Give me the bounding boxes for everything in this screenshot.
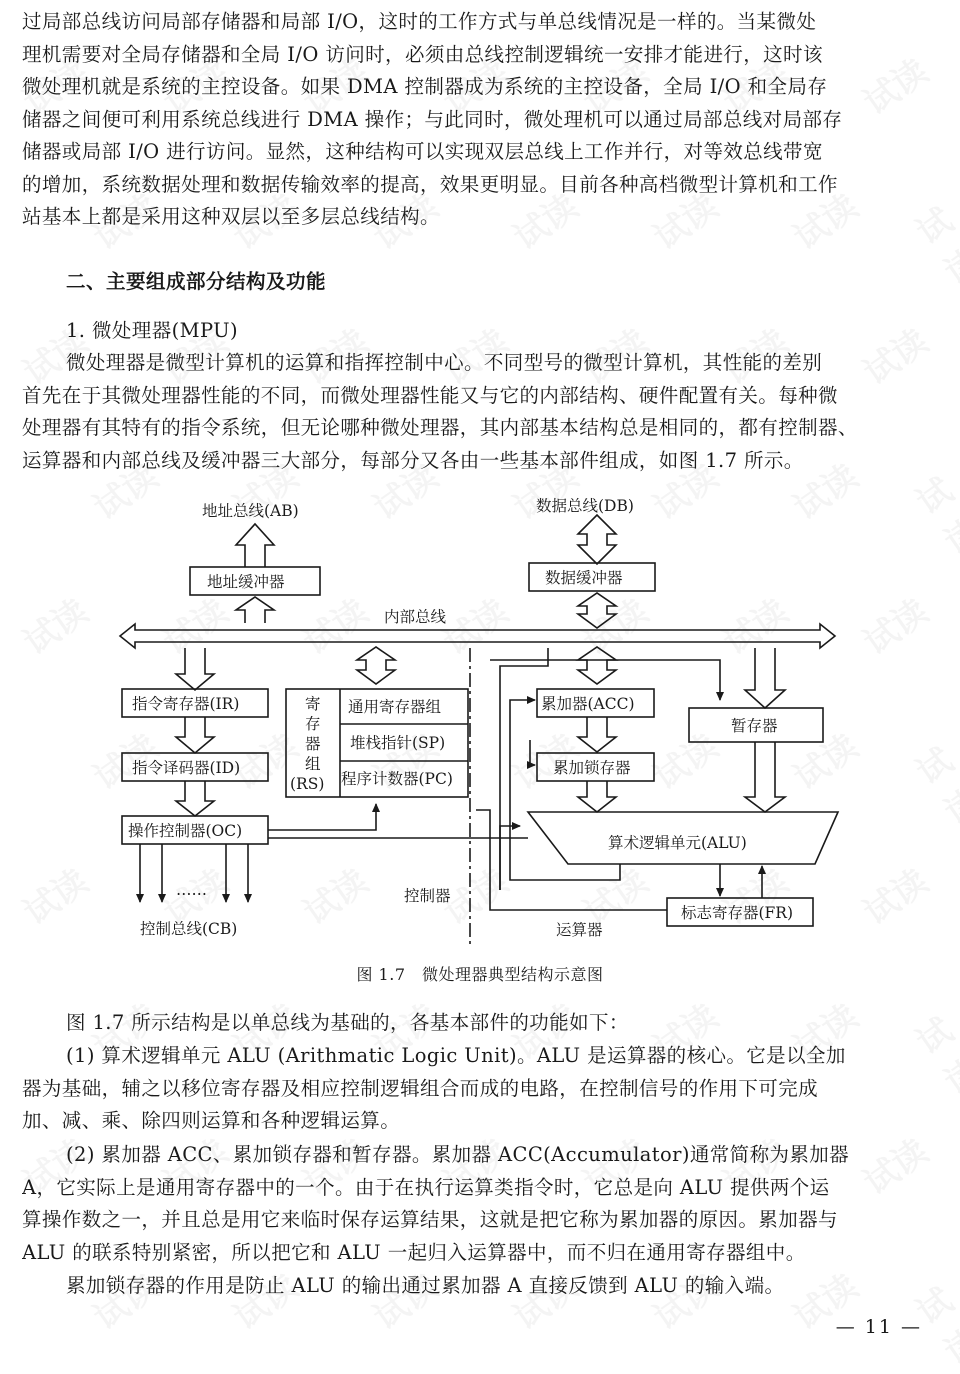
mpu-structure-diagram bbox=[0, 480, 960, 960]
program-counter-label: 程序计数器(PC) bbox=[341, 770, 453, 788]
rs-char: 器 bbox=[305, 735, 321, 753]
paragraph-mpu-intro bbox=[22, 347, 938, 477]
text-line: 加、减、乘、除四则运算和各种逻辑运算。 bbox=[22, 1109, 401, 1132]
alu-feedback-line-3 bbox=[530, 740, 535, 765]
text-line: 运算器和内部总线及缓冲器三大部分，每部分又各由一些基本部件组成，如图 1.7 所示。 bbox=[22, 448, 804, 472]
ellipsis-label: …… bbox=[176, 881, 207, 899]
acc-to-latch-arrow bbox=[578, 717, 616, 752]
temp-register-label: 暂存器 bbox=[731, 717, 778, 735]
acc-bus-arrow bbox=[578, 647, 616, 684]
text-line: 的增加，系统数据处理和数据传输效率的提高，效果更明显。目前各种高档微型计算机和工作 bbox=[22, 172, 838, 196]
paragraph-accumulator bbox=[22, 1139, 938, 1269]
text-line: 储器之间便可利用系统总线进行 DMA 操作；与此同时，微处理机可以通过局部总线对局部存 bbox=[22, 107, 843, 131]
text-line: (1) 算术逻辑单元 ALU (Arithmatic Logic Unit)。ALU 是运算器的核心。它是以全加 bbox=[66, 1044, 846, 1067]
text-line: 站基本上都是采用这种双层以至多层总线结构。 bbox=[22, 205, 440, 228]
text-line: 算操作数之一，并且总是用它来临时保存运算结果，这就是把它称为累加器的原因。累加器与 bbox=[22, 1208, 838, 1231]
flag-register-label: 标志寄存器(FR) bbox=[681, 904, 794, 922]
text-line: (2) 累加器 ACC、累加锁存器和暂存器。累加器 ACC(Accumulator)通常简称为累加器 bbox=[66, 1143, 850, 1166]
text-line: 过局部总线访问局部存储器和局部 I/O，这时的工作方式与单总线情况是一样的。当某微处 bbox=[22, 10, 817, 33]
text-line: 储器或局部 I/O 进行访问。显然，这种结构可以实现双层总线上工作并行，对等效总线带宽 bbox=[22, 140, 823, 163]
ir-label: 指令寄存器(IR) bbox=[132, 695, 240, 713]
temp-register-arrow bbox=[745, 648, 785, 708]
alu-feedback-line-1 bbox=[510, 700, 620, 880]
arithmetic-unit-label: 运算器 bbox=[556, 921, 603, 939]
text-line: 图 1.7 所示结构是以单总线为基础的，各基本部件的功能如下： bbox=[66, 1011, 629, 1034]
text-line: 微处理器是微型计算机的运算和指挥控制中心。不同型号的微型计算机，其性能的差别 bbox=[66, 351, 823, 374]
internal-bus-label: 内部总线 bbox=[384, 608, 447, 626]
temp-to-alu-arrow bbox=[745, 742, 785, 812]
text-line: ALU 的联系特别紧密，所以把它和 ALU 一起归入运算器中，而不归在通用寄存器组中。 bbox=[22, 1240, 806, 1264]
address-buffer-label: 地址缓冲器 bbox=[207, 573, 285, 591]
address-buffer-link-arrow bbox=[236, 597, 274, 623]
address-bus-arrow bbox=[236, 524, 274, 567]
text-line: 处理器有其特有的指令系统，但无论哪种微处理器，其内部基本结构总是相同的，都有控制器、 bbox=[22, 416, 858, 439]
section-heading: 二、主要组成部分结构及功能 bbox=[66, 270, 327, 293]
controller-label: 控制器 bbox=[404, 887, 451, 905]
paragraph-acc-latch bbox=[22, 1270, 938, 1303]
paragraph-alu bbox=[22, 1040, 938, 1138]
paragraph-components-intro bbox=[22, 1007, 938, 1040]
rs-char: 存 bbox=[305, 715, 321, 733]
stack-pointer-label: 堆栈指针(SP) bbox=[350, 734, 446, 752]
control-bus-label: 控制总线(CB) bbox=[140, 920, 238, 938]
oc-label: 操作控制器(OC) bbox=[128, 822, 243, 840]
acc-label: 累加器(ACC) bbox=[541, 695, 635, 713]
acc-latch-label: 累加锁存器 bbox=[553, 759, 631, 777]
latch-to-alu-arrow bbox=[578, 781, 616, 812]
figure-caption: 图 1.7 微处理器典型结构示意图 bbox=[356, 965, 604, 984]
internal-bus-arrow bbox=[120, 624, 835, 648]
ir-input-arrow bbox=[176, 648, 214, 690]
id-label: 指令译码器(ID) bbox=[132, 759, 241, 777]
ir-to-id-arrow bbox=[176, 717, 214, 753]
address-bus-label: 地址总线(AB) bbox=[202, 502, 299, 520]
data-bus-label: 数据总线(DB) bbox=[536, 497, 634, 515]
text-line: 首先在于其微处理器性能的不同，而微处理器性能又与它的内部结构、硬件配置有关。每种微 bbox=[22, 383, 838, 407]
general-registers-label: 通用寄存器组 bbox=[348, 698, 442, 716]
text-line: 器为基础，辅之以移位寄存器及相应控制逻辑组合而成的电路，在控制信号的作用下可完成 bbox=[22, 1076, 819, 1100]
oc-to-rs-line bbox=[268, 804, 376, 830]
data-buffer-label: 数据缓冲器 bbox=[545, 569, 623, 587]
page-number: — 11 — bbox=[835, 1316, 922, 1338]
data-buffer-link-arrow bbox=[578, 593, 616, 628]
rs-char: 寄 bbox=[305, 695, 321, 713]
rs-char: 组 bbox=[305, 755, 321, 773]
bus-down-line bbox=[500, 648, 548, 890]
alu-label: 算术逻辑单元(ALU) bbox=[608, 834, 747, 852]
text-line: 累加锁存器的作用是防止 ALU 的输出通过累加器 A 直接反馈到 ALU 的输入端。 bbox=[66, 1274, 785, 1297]
text-line: 理机需要对全局存储器和全局 I/O 访问时，必须由总线控制逻辑统一安排才能进行，这时该 bbox=[22, 42, 823, 66]
rs-abbr: (RS) bbox=[290, 775, 325, 793]
rs-bus-arrow bbox=[357, 647, 395, 684]
text-line: A，它实际上是通用寄存器中的一个。由于在执行运算类指令时，它总是向 ALU 提供两个运 bbox=[22, 1175, 830, 1199]
text-line: 微处理机就是系统的主控设备。如果 DMA 控制器成为系统的主控设备，全局 I/O 和全局存 bbox=[22, 75, 828, 98]
id-to-oc-arrow bbox=[176, 781, 214, 816]
subsection-heading: 1. 微处理器(MPU) bbox=[66, 319, 238, 342]
data-bus-arrow bbox=[578, 515, 616, 564]
fr-to-controller-line bbox=[476, 810, 667, 910]
paragraph-bus-structure bbox=[22, 6, 938, 234]
